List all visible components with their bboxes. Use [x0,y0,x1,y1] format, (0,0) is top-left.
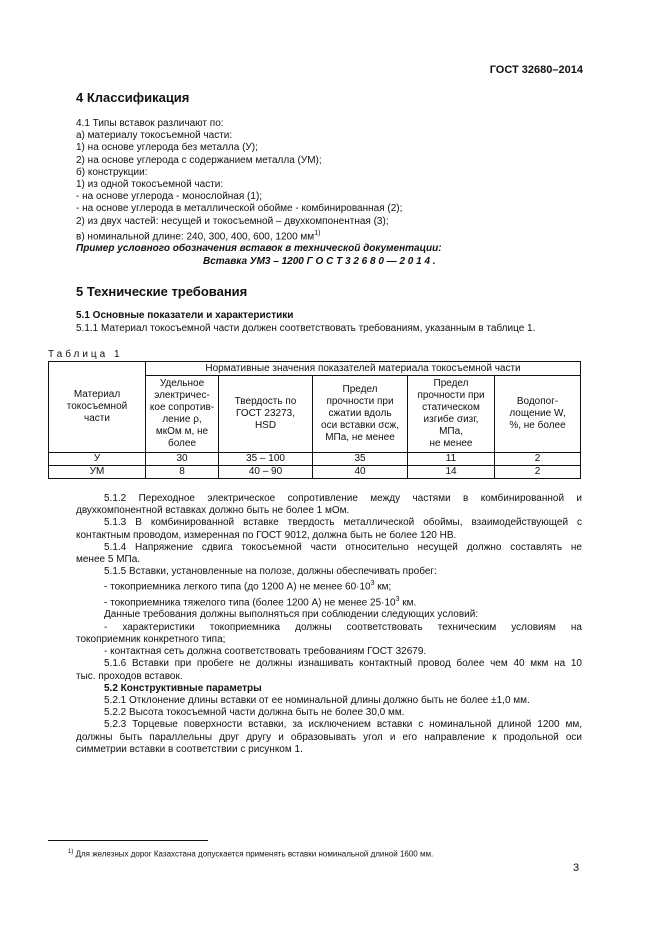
list-line: 1) на основе углерода без металла (У); [76,142,258,154]
header-material: Материал токосъемной части [49,362,146,453]
list-line: - на основе углерода в металлической обойме - комбинированная (2); [76,203,403,215]
page-number: 3 [573,862,580,874]
table-cell: 40 – 90 [219,466,313,479]
condition-catenary: - контактная сеть должна соответствовать требованиям ГОСТ 32679. [104,646,427,658]
paragraph-5-1-1: 5.1.1 Материал токосъемной части должен соответствовать требованиям, указанным в таблице 1. [76,323,536,334]
list-line: 2) на основе углерода с содержанием металла (УМ); [76,154,322,166]
footnote-text: Для железных дорог Казахстана допускается применять вставки номинальной длиной 1600 мм. [73,849,434,859]
paragraph-5-1-2: 5.1.2 Переходное электрическое сопротивление между частями в комбинированной и [104,493,582,504]
list-line-length [76,228,442,244]
header-compression-strength: Предел прочности при сжатии вдоль оси вставки σсж, МПа, не менее [313,376,408,453]
paragraph-5-1-5: 5.1.5 Вставки, установленные на полозе, должны обеспечивать пробег: [104,566,437,578]
header-hardness: Твердость по ГОСТ 23273, HSD [219,376,313,453]
mileage-heavy: - токоприемника тяжелого типа (более 1200 А) не менее $25\cdot 10^3$ км. [104,595,417,609]
table-row [49,453,581,466]
paragraph-5-2-2: 5.2.2 Высота токосъемной части должна быть не более 30,0 мм. [104,707,405,719]
table-1 [48,361,581,479]
example-title: Пример условного обозначения вставок в технической документации: [76,243,442,255]
paragraph-5-2-3-end: симметрии вставки в соответствии с рисунком 1. [76,743,303,755]
paragraph-5-1-4: 5.1.4 Напряжение сдвига токосъемной части относительно несущей должно составлять не [104,541,582,553]
header-water-absorption: Водопог- лощение W, %, не более [495,376,581,453]
paragraph-5-1-6: 5.1.6 Вставки при пробеге не должны изнашивать контактный провод более чем 40 мкм на 10 [104,658,582,670]
list-line: б) конструкции: [76,166,148,178]
table-cell: 14 [408,466,495,479]
example-designation: Вставка УМ3 – 1200 Г О С Т 3 2 6 8 0 — 2 0 1 4 . [203,255,436,267]
table-cell: 2 [495,453,581,466]
subsection-5-2-title: 5.2 Конструктивные параметры [104,682,262,694]
paragraph-5-2-3: 5.2.3 Торцевые поверхности вставки, за исключением вставки с номинальной длиной 1200 мм, [104,719,582,731]
mileage-light: - токоприемника легкого типа (до 1200 А) не менее $60\cdot 10^3$ км; [104,580,392,593]
table-cell: 30 [146,453,219,466]
table-caption: Таблица 1 [48,349,123,360]
table-cell: 35 – 100 [219,453,313,466]
table-cell: 11 [408,453,495,466]
paragraph-5-2-1: 5.2.1 Отклонение длины вставки от ее номинальной длины должно быть не более ±1,0 мм. [104,694,530,706]
footnote-ref: 1) [314,229,321,237]
footnote-mark: 1) [68,849,74,855]
condition-pantograph-cont: токоприемник конкретного типа; [76,633,226,645]
subsection-5-1-title: 5.1 Основные показатели и характеристики [76,310,294,321]
section-4-list [76,118,442,268]
table-cell: УМ [49,466,146,479]
header-resistivity: Удельное электричес- кое сопротив- ление ρ, мкОм м, не более [146,376,219,453]
table-cell: 35 [313,453,408,466]
body-text [76,493,582,756]
table-cell: 40 [313,466,408,479]
length-line-text: в) номинальной длине: 240, 300, 400, 600, 1200 мм [76,231,315,243]
header-bending-strength: Предел прочности при статическом изгибе σизг, МПа, не менее [408,376,495,453]
footnote-separator [48,840,208,841]
footnote [68,849,433,859]
list-line: - на основе углерода - монослойная (1); [76,191,263,203]
paragraph-5-1-2-cont: двухкомпонентной вставках должно быть не более 1 мОм. [76,505,350,517]
list-line: 2) из двух частей: несущей и токосъемной – двухкомпонентная (3); [76,215,389,227]
list-line: а) материалу токосъемной части: [76,130,233,142]
table-cell: У [49,453,146,466]
document-header: ГОСТ 32680–2014 [489,64,583,76]
conditions-intro: Данные требования должны выполняться при соблюдении следующих условий: [104,609,479,621]
table-cell: 2 [495,466,581,479]
section-4-title: 4 Классификация [76,90,190,105]
paragraph-5-1-3: 5.1.3 В комбинированной вставке твердость металлической обоймы, взаимодействующей с [104,517,582,529]
list-line: 4.1 Типы вставок различают по: [76,118,224,129]
section-5-title: 5 Технические требования [76,284,248,299]
table-row [49,466,581,479]
list-line: 1) из одной токосъемной части: [76,179,224,191]
paragraph-5-1-4-cont: менее 5 МПа. [76,554,141,566]
table-cell: 8 [146,466,219,479]
group-header: Нормативные значения показателей материала токосъемной части [146,362,581,376]
paragraph-5-1-3-cont: контактным проводом, измеренная по ГОСТ 9012, должна быть не более 120 HB. [76,529,457,541]
paragraph-5-1-6-cont: тыс. проходов вставок. [76,670,183,682]
condition-pantograph: - характеристики токоприемника должны соответствовать техническим условиям на [104,621,582,633]
paragraph-5-2-3-cont: должны быть параллельны друг другу и образовывать угол и его направление к продольной оси [76,731,582,743]
